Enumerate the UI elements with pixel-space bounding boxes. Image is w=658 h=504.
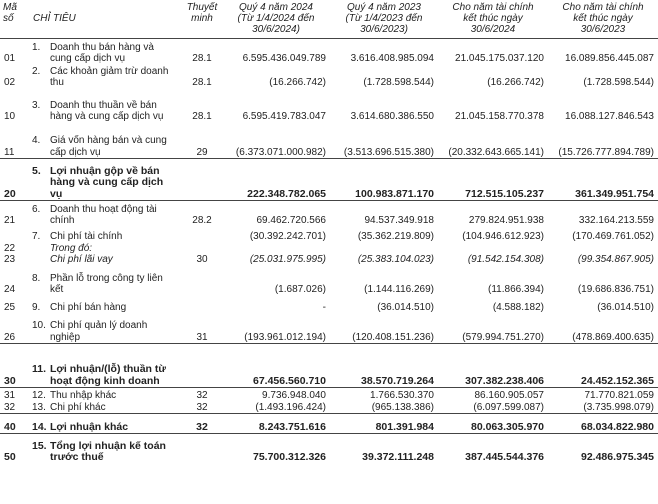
row-value-fy-2024: 21.045.175.037.120 — [455, 53, 544, 64]
row-value-fy-2023: 71.770.821.059 (3.735.998.079) — [583, 390, 654, 413]
row-code: 24 — [4, 284, 16, 295]
row-item — [30, 344, 182, 388]
row-number: 6. — [32, 203, 41, 215]
row-number: 9. — [32, 302, 41, 313]
row-note — [182, 296, 222, 314]
row-value-fy-2023: 361.349.951.754 — [575, 187, 654, 200]
table-row — [0, 314, 658, 344]
row-label: Chi phí quản lý doanh nghiệp — [50, 320, 148, 343]
row-value-q4-2023: 801.391.984 — [375, 420, 434, 433]
row-value-fy-2024: 86.160.905.057 (6.097.599.087) — [473, 390, 544, 413]
row-item — [30, 159, 182, 201]
header-note: Thuyết minh — [186, 2, 218, 24]
row-number: 4. — [32, 135, 41, 146]
row-value-q4-2024: 6.595.436.049.789 — [242, 53, 326, 64]
row-value-fy-2023 — [548, 227, 658, 266]
row-number: 12. 13. — [32, 390, 46, 413]
row-label: Tổng lợi nhuận kế toán trước thuế — [50, 439, 166, 463]
row-number: 14. — [32, 420, 47, 433]
row-value-main: (30.392.242.701) — [249, 230, 326, 242]
table-row — [0, 123, 658, 159]
row-item — [30, 296, 182, 314]
row-value-q4-2024: (16.266.742) — [269, 77, 326, 88]
row-note: 28.1 — [192, 111, 212, 122]
row-note: 29 — [196, 146, 208, 158]
row-sublabel: Trong đó: Chi phí lãi vay — [50, 242, 113, 265]
row-value-sub: (25.383.104.023) — [357, 254, 434, 265]
row-code: 30 — [4, 374, 16, 387]
row-number: 15. — [32, 439, 47, 452]
row-item — [30, 388, 182, 414]
row-code: 26 — [4, 331, 16, 343]
row-number: 1. — [32, 41, 41, 53]
table-row — [0, 434, 658, 464]
row-note — [182, 344, 222, 388]
row-value-q4-2023 — [330, 227, 438, 266]
row-value-fy-2023: 332.164.213.559 — [578, 215, 654, 226]
row-note: 31 — [196, 331, 208, 343]
row-value-sub: (25.031.975.995) — [249, 254, 326, 265]
row-note — [182, 266, 222, 296]
row-label: Chi phí tài chính — [50, 231, 123, 242]
row-value-q4-2023: (120.408.151.236) — [352, 331, 434, 343]
row-value-sub: (91.542.154.308) — [467, 254, 544, 265]
row-code: 40 — [4, 420, 16, 433]
row-value-q4-2024: 8.243.751.616 — [258, 420, 326, 433]
row-number: 11. — [32, 363, 47, 375]
row-number: 10. — [32, 320, 46, 331]
row-code: 31 32 — [4, 390, 16, 413]
row-value-q4-2024: 75.700.312.326 — [253, 451, 326, 463]
row-item — [30, 123, 182, 159]
row-code: 11 — [4, 146, 15, 158]
row-value-fy-2024: (11.866.394) — [488, 284, 544, 295]
table-row — [0, 89, 658, 123]
row-value-sub: (99.354.867.905) — [577, 254, 654, 265]
row-value-q4-2023: (1.728.598.544) — [363, 77, 434, 88]
row-value-fy-2023: 16.088.127.846.543 — [565, 111, 654, 122]
row-label: Doanh thu bán hàng và cung cấp dịch vụ — [50, 41, 154, 64]
table-row — [0, 159, 658, 201]
row-label: Các khoản giảm trừ doanh thu — [50, 65, 169, 88]
row-label: Lợi nhuận khác — [50, 420, 129, 433]
row-label: Giá vốn hàng bán và cung cấp dịch vụ — [50, 135, 167, 158]
row-label: Doanh thu hoạt động tài chính — [50, 203, 157, 226]
table-row — [0, 227, 658, 266]
row-number: 2. — [32, 65, 41, 77]
row-item — [30, 227, 182, 266]
row-value-fy-2024: 712.515.105.237 — [465, 187, 544, 200]
row-code: 10 — [4, 111, 16, 122]
row-code: 50 — [4, 451, 16, 463]
row-item — [30, 39, 182, 65]
row-value-q4-2023: 39.372.111.248 — [362, 451, 434, 463]
row-value-q4-2024: - — [322, 302, 326, 313]
row-item — [30, 314, 182, 344]
row-number: 3. — [32, 99, 41, 111]
row-value-fy-2024: 21.045.158.770.378 — [455, 111, 544, 122]
row-label: Phần lỗ trong công ty liên kết — [50, 272, 163, 295]
row-value-q4-2024: 9.736.948.040 (1.493.196.424) — [255, 390, 326, 413]
table-row — [0, 414, 658, 434]
row-code: 21 — [4, 215, 16, 226]
row-value-fy-2024: 279.824.951.938 — [468, 215, 544, 226]
row-note: 28.1 — [192, 53, 212, 64]
row-value-fy-2024: (20.332.643.665.141) — [448, 146, 544, 158]
header-item: CHỈ TIÊU — [33, 13, 76, 24]
row-note: 30 — [196, 254, 208, 265]
table-row — [0, 201, 658, 227]
header-q4-2023: Quý 4 năm 2023 (Từ 1/4/2023 đến 30/6/2023) — [345, 2, 423, 35]
row-item — [30, 434, 182, 464]
row-note: 28.1 — [192, 77, 212, 88]
table-row — [0, 344, 658, 388]
row-value-q4-2024: 222.348.782.065 — [247, 187, 326, 200]
row-value-fy-2023: (15.726.777.894.789) — [558, 146, 654, 158]
row-value-fy-2024: (4.588.182) — [492, 302, 544, 313]
row-note: 32 — [196, 420, 208, 433]
row-value-fy-2023: 24.452.152.365 — [581, 374, 654, 387]
row-value-q4-2023: 3.616.408.985.094 — [350, 53, 434, 64]
row-value-q4-2024: (193.961.012.194) — [244, 331, 326, 343]
row-value-q4-2023: (36.014.510) — [377, 302, 434, 313]
row-value-fy-2023: (478.869.400.635) — [572, 331, 654, 343]
row-value-fy-2023: (19.686.836.751) — [577, 284, 654, 295]
row-label: Thu nhập khác Chi phí khác — [50, 390, 117, 413]
row-value-fy-2024: 307.382.238.406 — [465, 374, 544, 387]
row-value-fy-2023: (36.014.510) — [597, 302, 654, 313]
row-value-q4-2023: 1.766.530.370 (965.138.386) — [370, 390, 434, 413]
table-row — [0, 65, 658, 89]
row-value-fy-2024: 80.063.305.970 — [471, 420, 544, 433]
row-item — [30, 201, 182, 227]
row-value-q4-2024: 67.456.560.710 — [253, 374, 326, 387]
row-value-fy-2023: 68.034.822.980 — [581, 420, 654, 433]
row-code: 25 — [4, 302, 16, 313]
row-number: 7. — [32, 231, 41, 242]
row-value-fy-2024 — [438, 227, 548, 266]
row-code: 02 — [4, 77, 16, 88]
row-value-q4-2024: 6.595.419.783.047 — [242, 111, 326, 122]
row-label: Chi phí bán hàng — [50, 302, 127, 313]
row-value-fy-2023: 92.486.975.345 — [581, 451, 654, 463]
row-item — [30, 266, 182, 296]
row-label: Doanh thu thuần về bán hàng và cung cấp dịch vụ — [50, 99, 164, 122]
row-code: 20 — [4, 187, 16, 200]
header-code: Mã số — [3, 2, 17, 24]
row-note: 28.2 — [192, 215, 212, 226]
row-number: 5. — [32, 164, 41, 177]
table-header-row — [0, 0, 658, 39]
row-item — [30, 89, 182, 123]
table-row — [0, 388, 658, 414]
row-value-q4-2024: 69.462.720.566 — [256, 215, 326, 226]
row-value-main: (104.946.612.923) — [462, 230, 544, 242]
row-value-main: (170.469.761.052) — [572, 230, 654, 242]
row-value-fy-2023: 16.089.856.445.087 — [565, 53, 654, 64]
row-label: Lợi nhuận gộp về bán hàng và cung cấp dịch vụ — [50, 164, 164, 200]
row-note — [182, 159, 222, 201]
row-item — [30, 414, 182, 434]
row-value-q4-2023: 100.983.871.170 — [355, 187, 434, 200]
table-body — [0, 39, 658, 464]
header-fy-2024: Cho năm tài chính kết thúc ngày 30/6/2024 — [452, 2, 534, 35]
row-value-main: (35.362.219.809) — [357, 230, 434, 242]
header-fy-2023: Cho năm tài chính kết thúc ngày 30/6/2023 — [562, 2, 644, 35]
row-value-q4-2024: (6.373.071.000.982) — [235, 146, 326, 158]
row-value-q4-2024 — [222, 227, 330, 266]
row-value-q4-2023: 94.537.349.918 — [364, 215, 434, 226]
row-code: 01 — [4, 53, 16, 64]
row-item — [30, 65, 182, 89]
row-code: 22 23 — [4, 242, 16, 265]
row-value-fy-2024: (16.266.742) — [487, 77, 544, 88]
row-value-fy-2024: (579.994.751.270) — [462, 331, 544, 343]
row-value-q4-2024: (1.687.026) — [274, 284, 326, 295]
row-value-q4-2023: 3.614.680.386.550 — [350, 111, 434, 122]
row-number: 8. — [32, 272, 41, 284]
table-row — [0, 39, 658, 65]
row-note — [182, 434, 222, 464]
row-value-fy-2023: (1.728.598.544) — [583, 77, 654, 88]
row-value-fy-2024: 387.445.544.376 — [465, 451, 544, 463]
row-label: Lợi nhuận/(lỗ) thuần từ hoạt động kinh doanh — [50, 363, 166, 387]
row-note: 32 32 — [196, 390, 208, 413]
row-value-q4-2023: 38.570.719.264 — [361, 374, 434, 387]
row-value-q4-2023: (1.144.116.269) — [364, 284, 434, 295]
table-row — [0, 266, 658, 296]
row-value-q4-2023: (3.513.696.515.380) — [343, 146, 434, 158]
header-q4-2024: Quý 4 năm 2024 (Từ 1/4/2024 đến 30/6/2024) — [237, 2, 315, 35]
table-row — [0, 296, 658, 314]
